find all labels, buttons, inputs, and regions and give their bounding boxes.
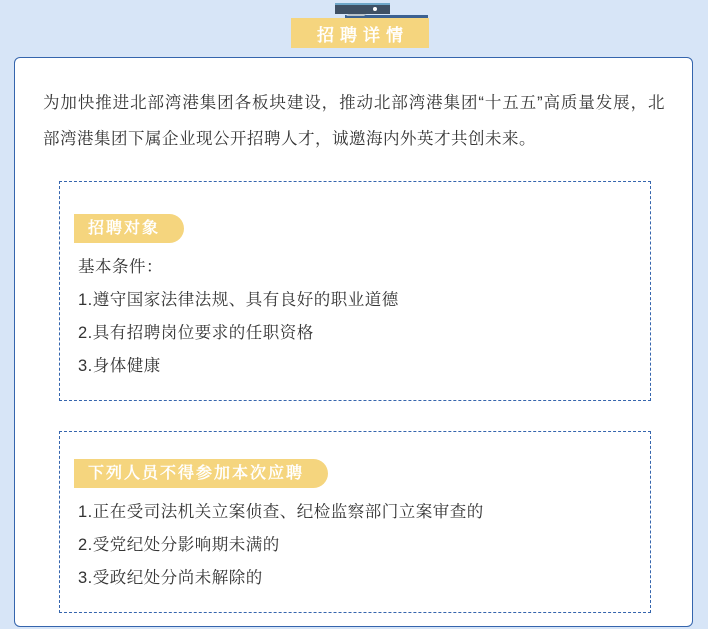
section-recruit-target bbox=[59, 181, 651, 401]
list-item: 1.遵守国家法律法规、具有良好的职业道德 bbox=[78, 291, 399, 309]
section-label: 下列人员不得参加本次应聘 bbox=[88, 465, 305, 482]
page-title-banner bbox=[291, 18, 429, 48]
binder-clip-icon bbox=[335, 3, 390, 14]
list-item: 3.身体健康 bbox=[78, 357, 161, 375]
list-item: 3.受政纪处分尚未解除的 bbox=[78, 569, 263, 587]
intro-paragraph: 为加快推进北部湾港集团各板块建设，推动北部湾港集团“十五五”高质量发展，北部湾港集团下属企业现公开招聘人才，诚邀海内外英才共创未来。 bbox=[43, 94, 665, 148]
section-label-ribbon bbox=[74, 214, 184, 243]
page-title: 招聘详情 bbox=[317, 25, 409, 45]
content-card bbox=[14, 57, 693, 627]
section-ineligible bbox=[59, 431, 651, 613]
list-item: 2.受党纪处分影响期未满的 bbox=[78, 536, 280, 554]
section-label-ribbon bbox=[74, 459, 328, 488]
section-label: 招聘对象 bbox=[88, 220, 161, 237]
clip-dot-icon bbox=[373, 7, 377, 11]
list-item: 1.正在受司法机关立案侦查、纪检监察部门立案审查的 bbox=[78, 503, 484, 521]
section-heading: 基本条件： bbox=[78, 258, 163, 276]
list-item: 2.具有招聘岗位要求的任职资格 bbox=[78, 324, 314, 342]
